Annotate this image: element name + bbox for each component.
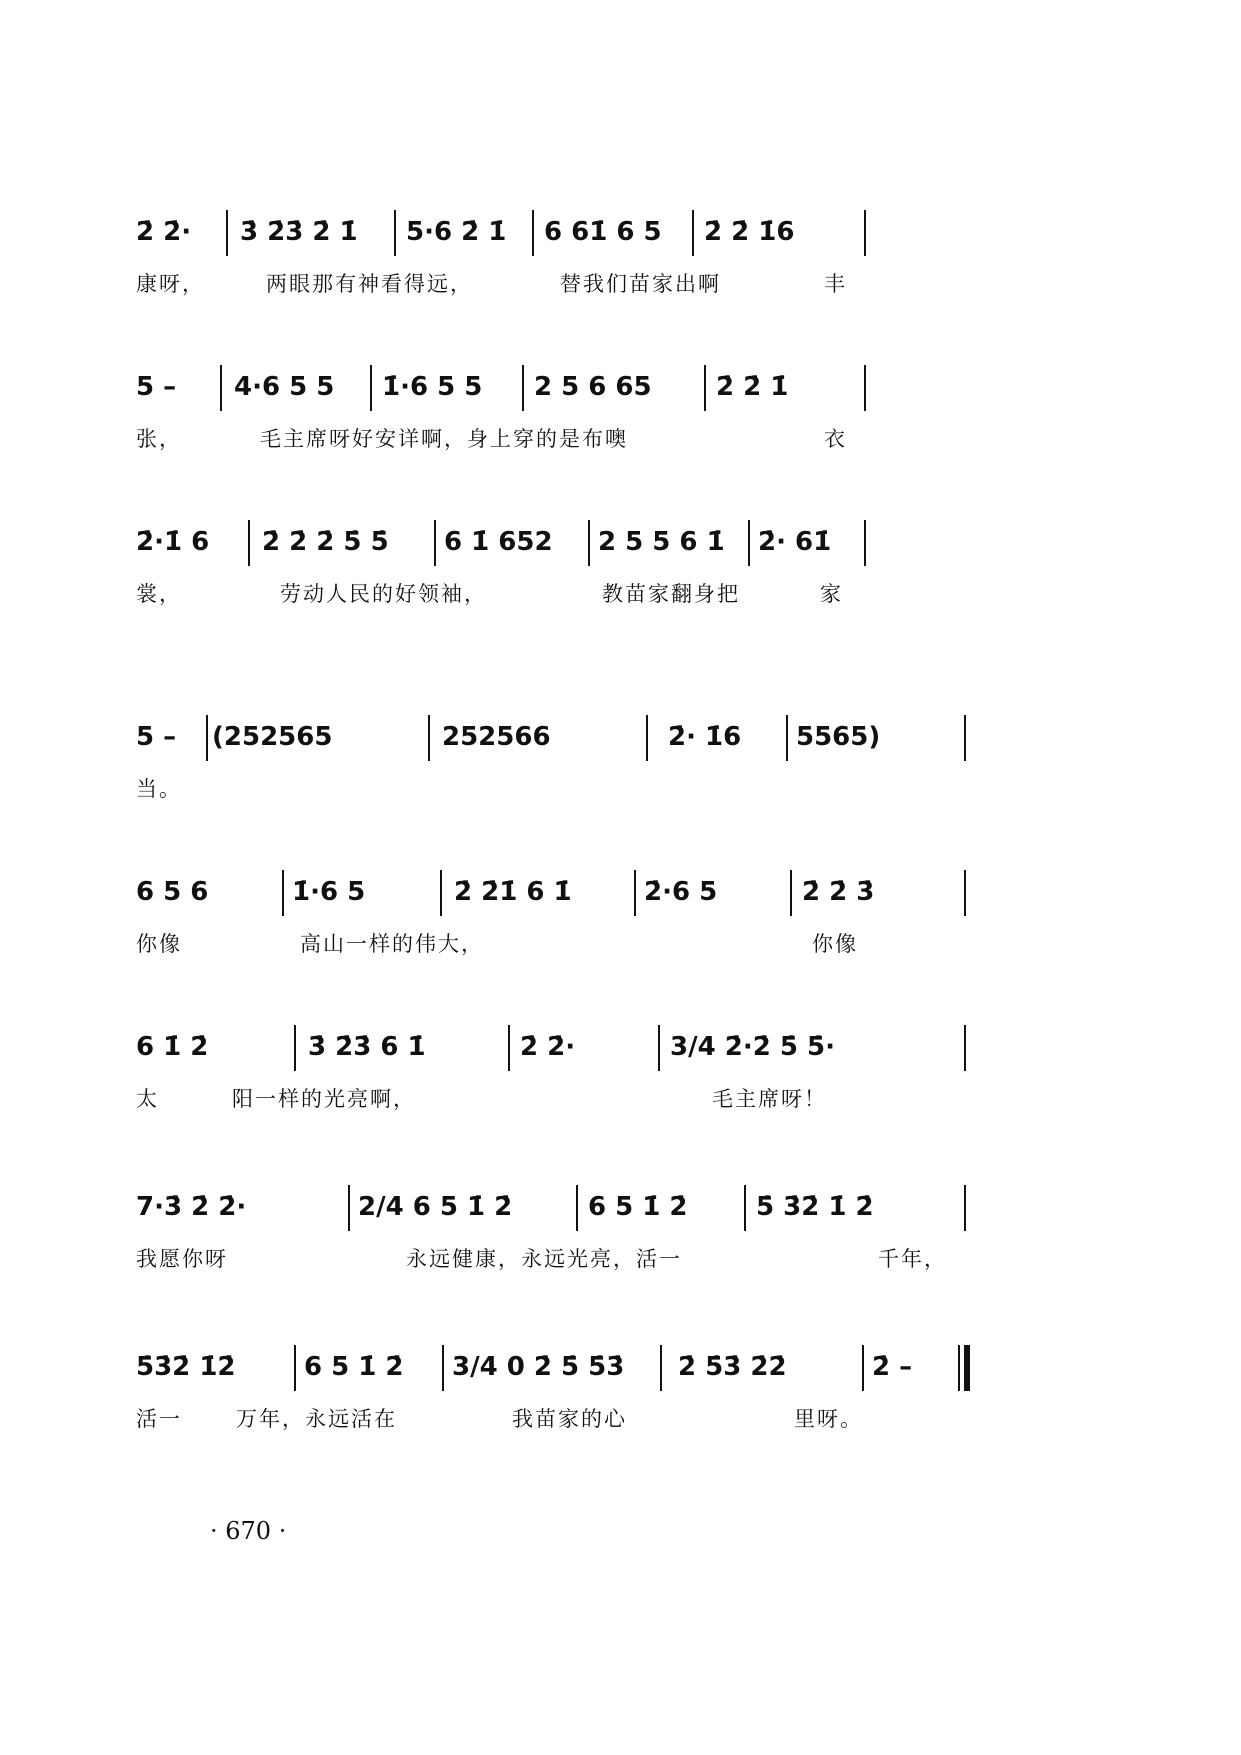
measure-notes: 2/4 6 5 1̇ 2̇ xyxy=(358,1192,513,1222)
lyric: 丰 xyxy=(824,272,847,296)
lyric: 我愿你呀 xyxy=(136,1247,228,1271)
lyrics-line xyxy=(136,926,986,966)
lyric: 你像 xyxy=(136,932,182,956)
lyric: 活一 xyxy=(136,1407,182,1431)
score-system-1 xyxy=(0,210,1241,340)
barline xyxy=(442,1345,444,1391)
measure-notes: 6 5 1̇ 2̇ xyxy=(304,1352,404,1382)
measure-notes: 5 – xyxy=(136,372,177,402)
lyric: 太 xyxy=(136,1087,159,1111)
final-barline xyxy=(958,1345,960,1391)
score-system-8 xyxy=(0,1345,1241,1475)
lyric: 两眼那有神看得远， xyxy=(266,272,473,296)
lyric: 张， xyxy=(136,427,182,451)
score-system-6 xyxy=(0,1025,1241,1155)
lyric: 劳动人民的好领袖， xyxy=(280,582,487,606)
barline xyxy=(964,1185,966,1231)
lyrics-line xyxy=(136,1401,986,1441)
lyric: 毛主席呀！ xyxy=(712,1087,827,1111)
barline xyxy=(226,210,228,256)
barline xyxy=(220,365,222,411)
lyric: 教苗家翻身把 xyxy=(602,582,740,606)
measure-notes: 6 61̇ 6 5 xyxy=(544,217,662,247)
barline xyxy=(658,1025,660,1071)
measure-notes: 3̇ 2̇3̇ 2̇ 1̇ xyxy=(240,217,358,247)
lyrics-line xyxy=(136,771,986,811)
score-system-4 xyxy=(0,715,1241,845)
barline xyxy=(282,870,284,916)
measure-notes: 2̇ 2̇ 3̇ xyxy=(802,877,875,907)
barline xyxy=(206,715,208,761)
score-system-7 xyxy=(0,1185,1241,1315)
lyric: 替我们苗家出啊 xyxy=(560,272,721,296)
barline xyxy=(964,870,966,916)
measure-notes: 5̇3̇2̇ 1̇2̇ xyxy=(136,1352,236,1382)
measure-notes: 6 5 1̇ 2̇ xyxy=(588,1192,688,1222)
barline xyxy=(748,520,750,566)
notation-line xyxy=(136,365,986,419)
notation-line xyxy=(136,520,986,574)
measure-notes: 5565) xyxy=(796,722,881,752)
measure-notes: 5 – xyxy=(136,722,177,752)
lyrics-line xyxy=(136,421,986,461)
barline xyxy=(786,715,788,761)
notation-line xyxy=(136,715,986,769)
measure-notes: 6 1̇ 2̇ xyxy=(136,1032,209,1062)
barline xyxy=(646,715,648,761)
barline xyxy=(744,1185,746,1231)
barline xyxy=(864,210,866,256)
measure-notes: 2 5 5 6 1̇ xyxy=(598,527,725,557)
lyric: 家 xyxy=(820,582,843,606)
barline xyxy=(862,1345,864,1391)
barline xyxy=(348,1185,350,1231)
measure-notes: 2̇ 2̇ 1̇ xyxy=(716,372,789,402)
barline xyxy=(522,365,524,411)
measure-notes: (252565 xyxy=(212,722,333,752)
measure-notes: 7·3̇ 2̇ 2̇· xyxy=(136,1192,247,1222)
score-system-3 xyxy=(0,520,1241,650)
measure-notes: 2̇ 2̇· xyxy=(520,1032,576,1062)
barline xyxy=(294,1025,296,1071)
barline xyxy=(394,210,396,256)
measure-notes: 6 1̇ 652 xyxy=(444,527,553,557)
measure-notes: 2̇· 61̇ xyxy=(758,527,832,557)
lyric: 我苗家的心 xyxy=(512,1407,627,1431)
measure-notes: 1̇·6 5 5 xyxy=(382,372,483,402)
barline xyxy=(440,870,442,916)
barline xyxy=(532,210,534,256)
barline xyxy=(294,1345,296,1391)
lyric: 高山一样的伟大， xyxy=(300,932,484,956)
notation-line xyxy=(136,1345,986,1399)
page-number: · 670 · xyxy=(210,1517,287,1545)
notation-line xyxy=(136,210,986,264)
lyric: 万年，永远活在 xyxy=(236,1407,397,1431)
lyrics-line xyxy=(136,266,986,306)
measure-notes: 3/4 2̇·2̇ 5̇ 5̇· xyxy=(670,1032,835,1062)
measure-notes: 3̇ 2̇3̇ 6 1̇ xyxy=(308,1032,426,1062)
barline xyxy=(588,520,590,566)
measure-notes: 252566 xyxy=(442,722,551,752)
barline xyxy=(576,1185,578,1231)
measure-notes: 2̇ 2̇1̇ 6 1̇ xyxy=(454,877,572,907)
barline xyxy=(248,520,250,566)
measure-notes: 2 5 6 65 xyxy=(534,372,652,402)
lyric: 里呀。 xyxy=(794,1407,863,1431)
lyrics-line xyxy=(136,576,986,616)
lyric: 当。 xyxy=(136,777,182,801)
measure-notes: 2̇· 1̇6 xyxy=(668,722,742,752)
measure-notes: 2̇ 2̇ 1̇6 xyxy=(704,217,795,247)
notation-line xyxy=(136,1025,986,1079)
measure-notes: 4·6 5 5 xyxy=(234,372,335,402)
barline xyxy=(864,365,866,411)
score-system-2 xyxy=(0,365,1241,495)
measure-notes: 3/4 0 2̇ 5̇ 5̇3̇ xyxy=(452,1352,625,1382)
lyric: 阳一样的光亮啊， xyxy=(232,1087,416,1111)
barline xyxy=(660,1345,662,1391)
barline xyxy=(964,715,966,761)
score-system-5 xyxy=(0,870,1241,1000)
barline xyxy=(790,870,792,916)
measure-notes: 2̇·6 5 xyxy=(644,877,718,907)
measure-notes: 1̇·6 5 xyxy=(292,877,366,907)
measure-notes: 2̇ – xyxy=(872,1352,913,1382)
barline xyxy=(370,365,372,411)
measure-notes: 5̇ 3̇2̇ 1̇ 2̇ xyxy=(756,1192,874,1222)
barline xyxy=(864,520,866,566)
notation-line xyxy=(136,1185,986,1239)
barline xyxy=(434,520,436,566)
barline xyxy=(508,1025,510,1071)
lyric: 裳， xyxy=(136,582,182,606)
final-barline-thick xyxy=(964,1345,970,1391)
lyrics-line xyxy=(136,1081,986,1121)
lyric: 千年， xyxy=(878,1247,947,1271)
measure-notes: 5·6 2̇ 1̇ xyxy=(406,217,507,247)
lyric: 康呀， xyxy=(136,272,205,296)
lyric: 毛主席呀好安详啊，身上穿的是布噢 xyxy=(260,427,628,451)
measure-notes: 2̇ 2̇ 2̇ 5̇ 5̇ xyxy=(262,527,389,557)
barline xyxy=(704,365,706,411)
measure-notes: 2̇ 5̇3̇ 2̇2̇ xyxy=(678,1352,787,1382)
lyric: 永远健康，永远光亮，活一 xyxy=(406,1247,682,1271)
notation-line xyxy=(136,870,986,924)
lyrics-line xyxy=(136,1241,986,1281)
barline xyxy=(634,870,636,916)
lyric: 衣 xyxy=(824,427,847,451)
barline xyxy=(964,1025,966,1071)
measure-notes: 2̇·1̇ 6 xyxy=(136,527,210,557)
measure-notes: 2̇ 2̇· xyxy=(136,217,192,247)
measure-notes: 6 5 6 xyxy=(136,877,209,907)
barline xyxy=(692,210,694,256)
barline xyxy=(428,715,430,761)
lyric: 你像 xyxy=(812,932,858,956)
